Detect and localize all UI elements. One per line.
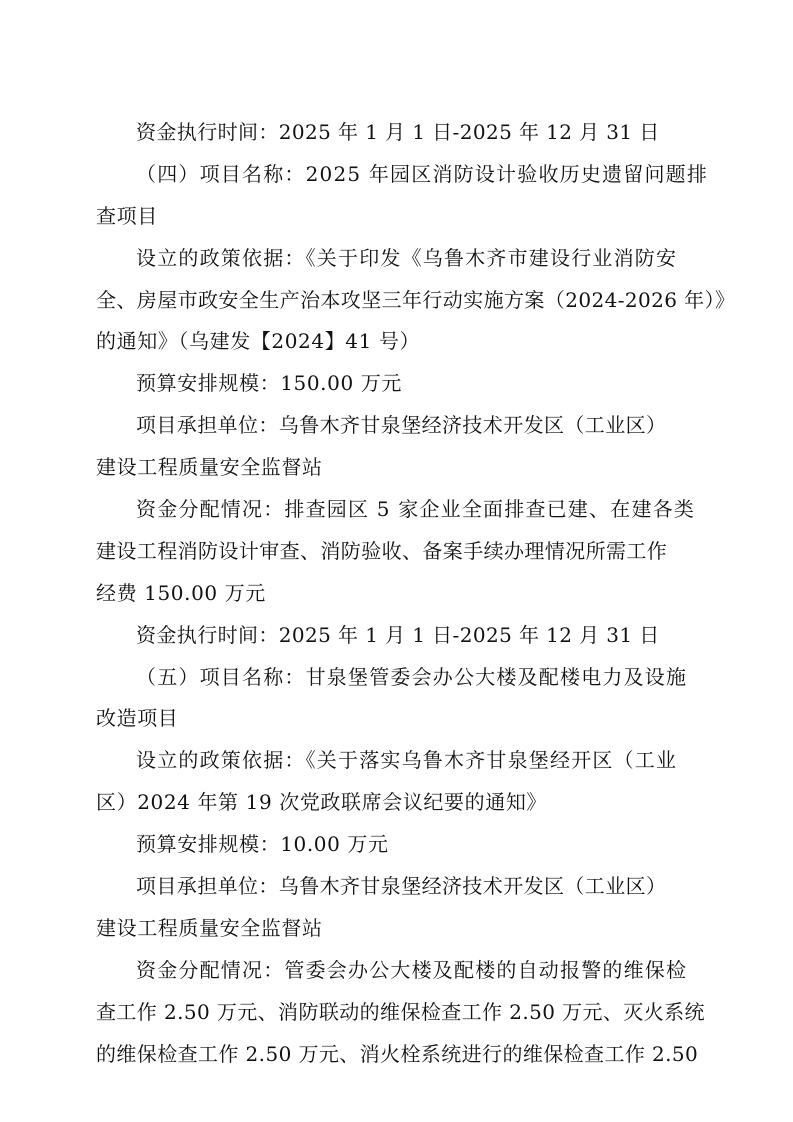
text-line: 的维保检查工作 2.50 万元、消火栓系统进行的维保检查工作 2.50 <box>96 1041 699 1066</box>
text-line: 资金执行时间：2025 年 1 月 1 日-2025 年 12 月 31 日 <box>136 120 660 144</box>
text-line: 项目承担单位：乌鲁木齐甘泉堡经济技术开发区（工业区） <box>136 874 667 899</box>
text-line: 经费 150.00 万元 <box>96 580 266 605</box>
text-line: 建设工程质量安全监督站 <box>96 915 323 940</box>
text-line: 的通知》（乌建发【2024】41 号） <box>96 329 421 354</box>
text-line: 预算安排规模：150.00 万元 <box>136 371 402 396</box>
text-line: 建设工程消防设计审查、消防验收、备案手续办理情况所需工作 <box>96 538 668 563</box>
text-line: 查工作 2.50 万元、消防联动的维保检查工作 2.50 万元、灭火系统 <box>96 999 705 1024</box>
text-line: 设立的政策依据：《关于落实乌鲁木齐甘泉堡经开区（工业 <box>136 748 678 773</box>
text-line: 区）2024 年第 19 次党政联席会议纪要的通知》 <box>96 790 548 815</box>
text-line: 改造项目 <box>96 706 179 731</box>
text-line: 全、房屋市政安全生产治本攻坚三年行动实施方案（2024-2026 年）》 <box>96 287 736 312</box>
text-line: 设立的政策依据：《关于印发《乌鲁木齐市建设行业消防安 <box>136 245 678 270</box>
text-line: 资金执行时间：2025 年 1 月 1 日-2025 年 12 月 31 日 <box>136 622 660 647</box>
text-line: 资金分配情况：排查园区 5 家企业全面排查已建、在建各类 <box>136 497 696 522</box>
document-body <box>96 112 736 1075</box>
text-line: （四）项目名称：2025 年园区消防设计验收历史遗留问题排 <box>136 161 709 186</box>
text-line: 建设工程质量安全监督站 <box>96 455 323 480</box>
text-line: （五）项目名称：甘泉堡管委会办公大楼及配楼电力及设施 <box>136 664 688 689</box>
text-line: 预算安排规模：10.00 万元 <box>136 832 389 857</box>
text-line: 查项目 <box>96 203 158 228</box>
text-line: 项目承担单位：乌鲁木齐甘泉堡经济技术开发区（工业区） <box>136 413 667 438</box>
text-line: 资金分配情况：管委会办公大楼及配楼的自动报警的维保检 <box>136 957 688 982</box>
